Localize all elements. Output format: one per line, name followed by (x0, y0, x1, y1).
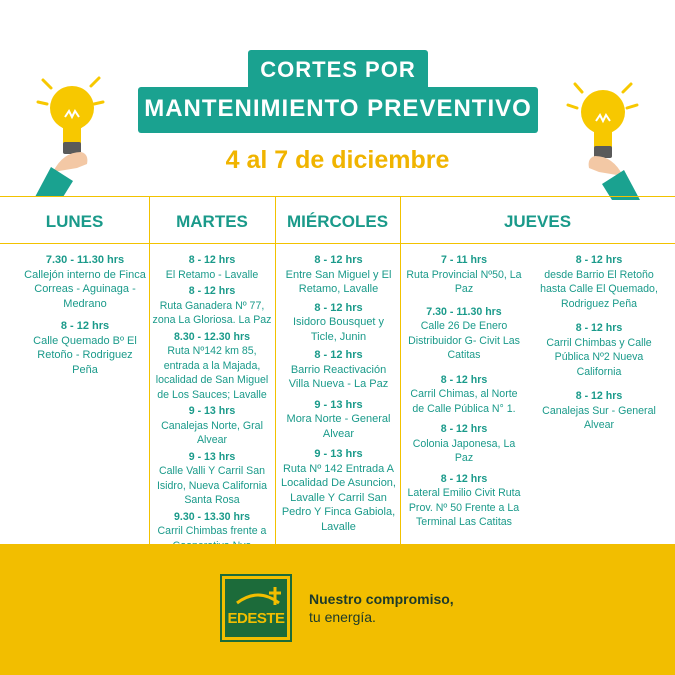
entry-time: 8 - 12 hrs (314, 349, 363, 361)
entry-time: 8.30 - 12.30 hrs (174, 330, 250, 343)
entry-time: 8 - 12 hrs (440, 423, 488, 435)
schedule-entry (150, 450, 274, 508)
slogan-line-2: tu energía. (309, 609, 376, 625)
entry-place: Barrio Reactivación Villa Nueva - La Paz (288, 363, 389, 390)
entry-time: 8 - 12 hrs (440, 373, 488, 386)
date-range: 4 al 7 de diciembre (225, 146, 450, 174)
entry-place: Entre San Miguel y El Retamo, Lavalle (285, 268, 392, 295)
schedule-entry (150, 404, 274, 448)
schedule-entry (150, 253, 274, 282)
entry-place: Canalejas Sur - General Alvear (542, 404, 656, 431)
schedule-entry (404, 305, 524, 363)
schedule-entry (280, 301, 397, 345)
title-line-2: MANTENIMIENTO PREVENTIVO (144, 95, 532, 122)
schedule-entry (404, 472, 524, 530)
entry-place: Carril Chimas, al Norte de Calle Pública N° 1. (410, 388, 518, 415)
day-header-lunes: LUNES (45, 212, 104, 231)
entry-place: Ruta Nº 142 Entrada A Localidad De Asuncion, Lavalle Y Carril San Pedro Y Finca Gabiola, Lavalle (281, 462, 396, 533)
slogan-line-1: Nuestro compromiso, (309, 591, 454, 607)
day-header-miercoles: MIÉRCOLES (286, 212, 389, 231)
schedule-entry (150, 330, 274, 403)
schedule-entry (24, 319, 146, 377)
entry-time: 8 - 12 hrs (440, 472, 488, 485)
entry-time: 8 - 12 hrs (314, 254, 363, 266)
day-header-jueves: JUEVES (503, 212, 572, 231)
schedule-entry (404, 253, 524, 297)
entry-time: 7.30 - 11.30 hrs (45, 254, 125, 266)
entry-time: 9 - 13 hrs (314, 448, 363, 460)
schedule-entry (540, 253, 658, 311)
power-line-icon (233, 585, 283, 607)
column-divider (400, 196, 401, 544)
entry-time: 8 - 12 hrs (575, 322, 623, 334)
schedule-entry (404, 373, 524, 417)
logo-text: EDESTE (227, 610, 285, 627)
entry-place: Calle Quemado Bº El Retoño - Rodriguez Peña (33, 334, 137, 376)
entry-time: 9 - 13 hrs (188, 405, 236, 417)
column-divider (275, 196, 276, 544)
entry-time: 8 - 12 hrs (60, 320, 110, 332)
header-divider (0, 243, 675, 244)
table-top-border (0, 196, 675, 197)
entry-place: Carril Chimbas frente a (157, 525, 267, 537)
column-lunes (24, 253, 146, 381)
entry-time: 7 - 11 hrs (441, 254, 487, 266)
column-jueves-a (404, 253, 524, 534)
entry-place: Calle 26 De Enero Distribuidor G- Civit Las Catitas (408, 320, 520, 361)
entry-time: 9 - 13 hrs (188, 450, 236, 463)
entry-place: Ruta Nº142 km 85, entrada a la Majada, localidad de San Miguel de Los Sauces; Lavalle (155, 345, 269, 401)
lightbulb-hand-icon-left (35, 72, 110, 197)
entry-time: 9 - 13 hrs (314, 398, 363, 411)
entry-time: 8 - 12 hrs (575, 390, 623, 402)
entry-place: Carril Chimbas y Calle Pública Nº2 Nueva California (546, 336, 652, 378)
entry-place: Isidoro Bousquet y Ticle, Junin (292, 316, 385, 343)
schedule-entry (540, 321, 658, 379)
entry-place: desde Barrio El Retoño hasta Calle El Quemado, Rodriguez Peña (540, 268, 658, 310)
entry-time: 9.30 - 13.30 hrs (174, 510, 250, 523)
entry-place: Ruta Provincial Nº50, La Paz (406, 268, 522, 295)
entry-time: 8 - 12 hrs (188, 254, 236, 266)
entry-place: El Retamo - Lavalle (165, 268, 259, 281)
schedule-entry (280, 348, 397, 392)
schedule-entry (24, 253, 146, 311)
entry-place: Canalejas Norte, Gral Alvear (161, 419, 263, 446)
entry-place: Calle Valli Y Carril San Isidro, Nueva California Santa Rosa (156, 465, 268, 506)
entry-place: Mora Norte - General Alvear (286, 413, 391, 440)
column-miercoles (280, 253, 397, 538)
entry-time: 8 - 12 hrs (188, 285, 236, 297)
entry-time: 8 - 12 hrs (575, 254, 623, 266)
day-header-martes: MARTES (176, 212, 248, 231)
entry-time: 8 - 12 hrs (314, 301, 363, 314)
entry-time: 7.30 - 11.30 hrs (426, 305, 502, 318)
column-martes (150, 253, 274, 570)
schedule-entry (280, 447, 397, 534)
entry-place: Ruta Ganadera Nº 77, zona La Gloriosa. La Paz (152, 299, 272, 326)
edeste-logo (222, 576, 290, 640)
schedule-entry (404, 422, 524, 466)
lightbulb-hand-icon-right (565, 80, 640, 200)
schedule-entry (280, 253, 397, 297)
schedule-entry (540, 389, 658, 433)
entry-place: Colonia Japonesa, La Paz (412, 437, 516, 464)
schedule-entry (280, 398, 397, 442)
title-line-1: CORTES POR (260, 57, 416, 82)
entry-place: Callejón interno de Finca Correas - Aguinaga - Medrano (24, 268, 146, 310)
column-jueves-b (540, 253, 658, 437)
entry-place: Lateral Emilio Civit Ruta Prov. Nº 50 Frente a La Terminal Las Catitas (407, 487, 521, 528)
schedule-entry (150, 284, 274, 328)
